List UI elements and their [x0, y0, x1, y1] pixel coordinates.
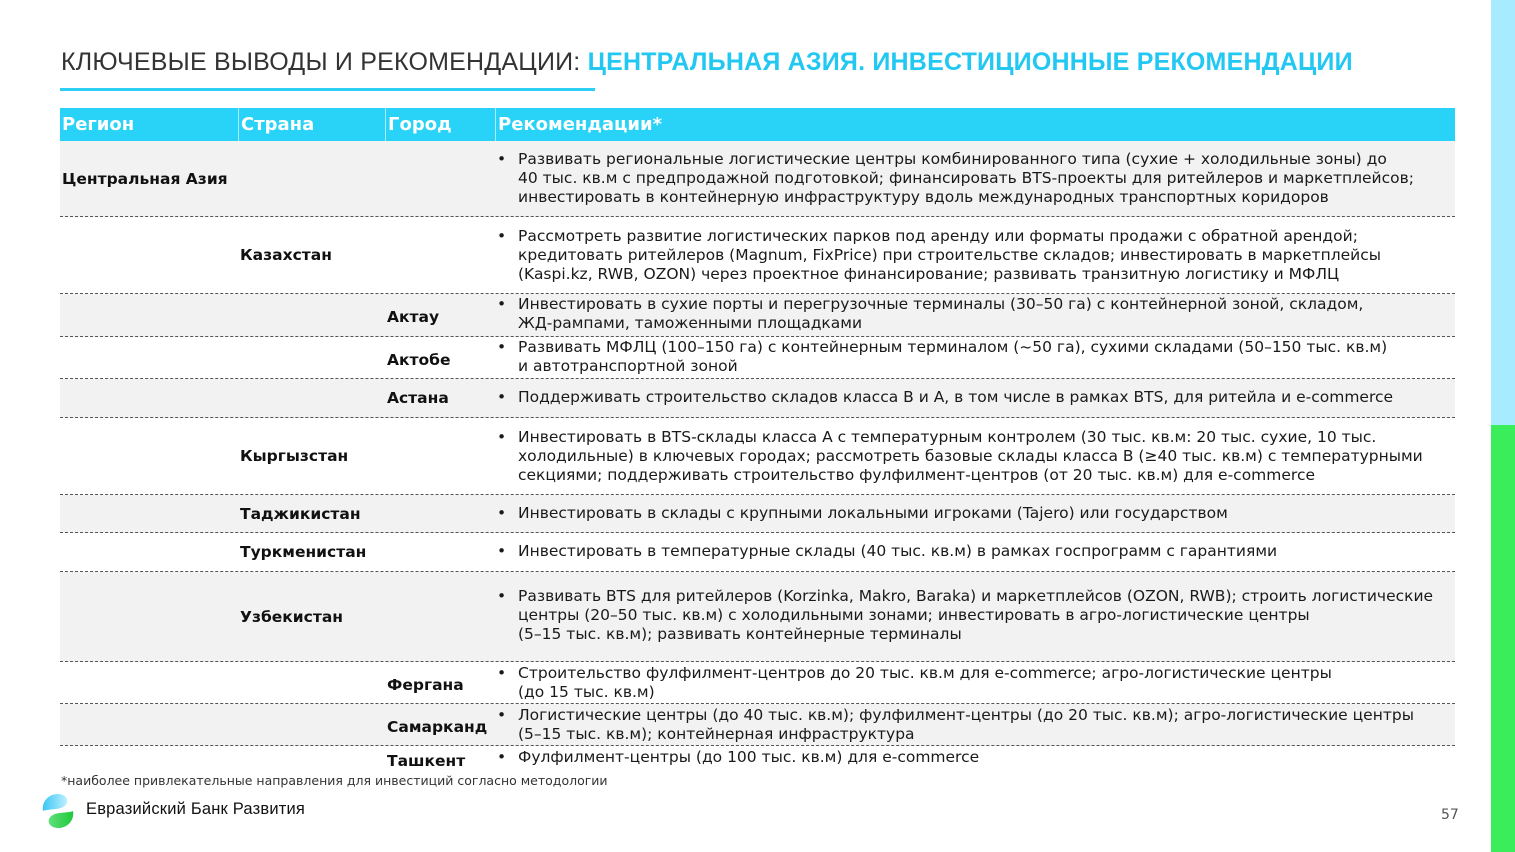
recommendation-text: [518, 227, 1455, 284]
recommendation-line: Инвестировать в температурные склады (40 тыс. кв.м) в рамках госпрограмм с гарантиями: [518, 542, 1278, 560]
bullet-icon: •: [497, 664, 507, 682]
recommendation-line: холодильные) в ключевых городах; рассмотреть базовые склады класса B (≥40 тыс. кв.м) с температурными: [518, 447, 1423, 465]
recommendation-line: Развивать региональные логистические центры комбинированного типа (сухие + холодильные зоны) до: [518, 150, 1387, 168]
footnote: *наиболее привлекательные направления для инвестиций согласно методологии: [61, 773, 608, 788]
bullet-icon: •: [497, 150, 507, 168]
eabr-logo-icon: [39, 791, 77, 831]
table-row: [60, 662, 1455, 704]
bullet-icon: •: [497, 587, 507, 605]
recommendation-line: (Kaspi.kz, RWB, OZON) через проектное финансирование; развивать транзитную логистику и МФЛЦ: [518, 265, 1340, 283]
bullet-icon: •: [497, 388, 507, 406]
table-row: [60, 337, 1455, 379]
city-label: Фергана: [387, 675, 464, 694]
country-label: Казахстан: [240, 246, 332, 264]
city-label: Ташкент: [387, 752, 466, 770]
recommendation-text: [518, 295, 1455, 333]
city-label: Актобе: [387, 350, 451, 369]
header-region: Регион: [62, 114, 135, 135]
page-title: [61, 48, 1353, 77]
recommendation-line: Поддерживать строительство складов класса B и A, в том числе в рамках BTS, для ритейла и e-commerce: [518, 388, 1394, 406]
recommendation-cell: [497, 748, 1455, 767]
recommendation-cell: [497, 388, 1455, 407]
table-body: [60, 141, 1455, 772]
country-label: Кыргызстан: [240, 447, 349, 465]
header-city: Город: [385, 108, 452, 141]
recommendation-line: Строительство фулфилмент-центров до 20 тыс. кв.м для e-commerce; агро-логистические центры: [518, 664, 1332, 682]
recommendation-text: [518, 504, 1455, 523]
table-row: [60, 495, 1455, 533]
table-row: [60, 217, 1455, 294]
recommendation-line: ЖД-рампами, таможенными площадками: [518, 314, 863, 332]
country-label: Туркменистан: [240, 543, 367, 561]
recommendation-cell: [497, 587, 1455, 644]
header-recommendations: Рекомендации*: [495, 108, 662, 141]
brand-name: Евразийский Банк Развития: [86, 800, 306, 818]
recommendation-cell: [497, 504, 1455, 523]
recommendation-text: [518, 706, 1455, 744]
table-row: [60, 141, 1455, 217]
city-label: Астана: [387, 389, 449, 407]
country-label: Узбекистан: [240, 607, 344, 626]
header-country: Страна: [238, 108, 314, 141]
city-label: Самарканд: [387, 717, 488, 736]
recommendation-text: [518, 388, 1455, 407]
table-row: [60, 704, 1455, 746]
recommendation-text: [518, 748, 1455, 767]
recommendation-line: Инвестировать в склады с крупными локальными игроками (Tajero) или государством: [518, 504, 1228, 522]
table-row: [60, 572, 1455, 662]
side-accent-bar-green: [1491, 425, 1515, 852]
region-label: Центральная Азия: [62, 169, 228, 188]
bullet-icon: •: [497, 428, 507, 446]
recommendation-text: [518, 542, 1455, 561]
recommendation-text: [518, 664, 1455, 702]
recommendation-text: [518, 587, 1455, 644]
page-title-highlight: ЦЕНТРАЛЬНАЯ АЗИЯ. ИНВЕСТИЦИОННЫЕ РЕКОМЕНДАЦИИ: [587, 48, 1353, 76]
recommendation-line: 40 тыс. кв.м с предпродажной подготовкой; финансировать BTS-проекты для ритейлеров и маркетплейсов;: [518, 169, 1414, 187]
recommendation-line: и автотранспортной зоной: [518, 357, 738, 375]
recommendations-table: [60, 108, 1455, 772]
side-accent-bar-blue: [1491, 0, 1515, 425]
recommendation-text: [518, 338, 1455, 376]
table-row: [60, 533, 1455, 572]
city-label: Актау: [387, 308, 440, 326]
recommendation-line: (5–15 тыс. кв.м); контейнерная инфраструктура: [518, 725, 915, 743]
recommendation-cell: [497, 706, 1455, 744]
recommendation-line: кредитовать ритейлеров (Magnum, FixPrice) при строительстве складов; инвестировать в маркетплейсы: [518, 246, 1381, 264]
recommendation-line: Рассмотреть развитие логистических парков под аренду или форматы продажи с обратной арендой;: [518, 227, 1358, 245]
recommendation-line: (5–15 тыс. кв.м); развивать контейнерные терминалы: [518, 625, 962, 643]
recommendation-line: Логистические центры (до 40 тыс. кв.м); фулфилмент-центры (до 20 тыс. кв.м); агро-логистические центры: [518, 706, 1414, 724]
recommendation-line: инвестировать в контейнерную инфраструктуру вдоль международных транспортных коридоров: [518, 188, 1329, 206]
table-row: [60, 294, 1455, 337]
recommendation-line: центры (20–50 тыс. кв.м) с холодильными зонами; инвестировать в агро-логистические центры: [518, 606, 1310, 624]
recommendation-cell: [497, 295, 1455, 333]
recommendation-cell: [497, 428, 1455, 485]
recommendation-cell: [497, 542, 1455, 561]
bullet-icon: •: [497, 748, 507, 766]
bullet-icon: •: [497, 504, 507, 522]
recommendation-line: Инвестировать в сухие порты и перегрузочные терминалы (30–50 га) с контейнерной зоной, складом,: [518, 295, 1364, 313]
title-underline: [60, 88, 595, 91]
table-row: [60, 418, 1455, 495]
recommendation-cell: [497, 338, 1455, 376]
table-header: [60, 108, 1455, 141]
bullet-icon: •: [497, 227, 507, 245]
bullet-icon: •: [497, 706, 507, 724]
bullet-icon: •: [497, 338, 507, 356]
recommendation-line: Развивать МФЛЦ (100–150 га) с контейнерным терминалом (~50 га), сухими складами (50–150 тыс. кв.м): [518, 338, 1388, 356]
recommendation-line: Развивать BTS для ритейлеров (Korzinka, Makro, Baraka) и маркетплейсов (OZON, RWB); строить логистические: [518, 587, 1434, 605]
table-row: [60, 746, 1455, 772]
country-label: Таджикистан: [240, 504, 361, 523]
recommendation-text: [518, 150, 1455, 207]
recommendation-line: Инвестировать в BTS-склады класса A с температурным контролем (30 тыс. кв.м: 20 тыс. сухие, 10 тыс.: [518, 428, 1377, 446]
table-row: [60, 379, 1455, 418]
recommendation-line: секциями; поддерживать строительство фулфилмент-центров (от 20 тыс. кв.м) для e-commerce: [518, 466, 1316, 484]
recommendation-cell: [497, 664, 1455, 702]
page-title-prefix: КЛЮЧЕВЫЕ ВЫВОДЫ И РЕКОМЕНДАЦИИ:: [61, 48, 581, 76]
page-number: 57: [1441, 807, 1459, 823]
recommendation-line: Фулфилмент-центры (до 100 тыс. кв.м) для e-commerce: [518, 748, 980, 766]
bullet-icon: •: [497, 542, 507, 560]
bullet-icon: •: [497, 295, 507, 313]
recommendation-line: (до 15 тыс. кв.м): [518, 683, 655, 701]
recommendation-cell: [497, 227, 1455, 284]
recommendation-text: [518, 428, 1455, 485]
recommendation-cell: [497, 150, 1455, 207]
